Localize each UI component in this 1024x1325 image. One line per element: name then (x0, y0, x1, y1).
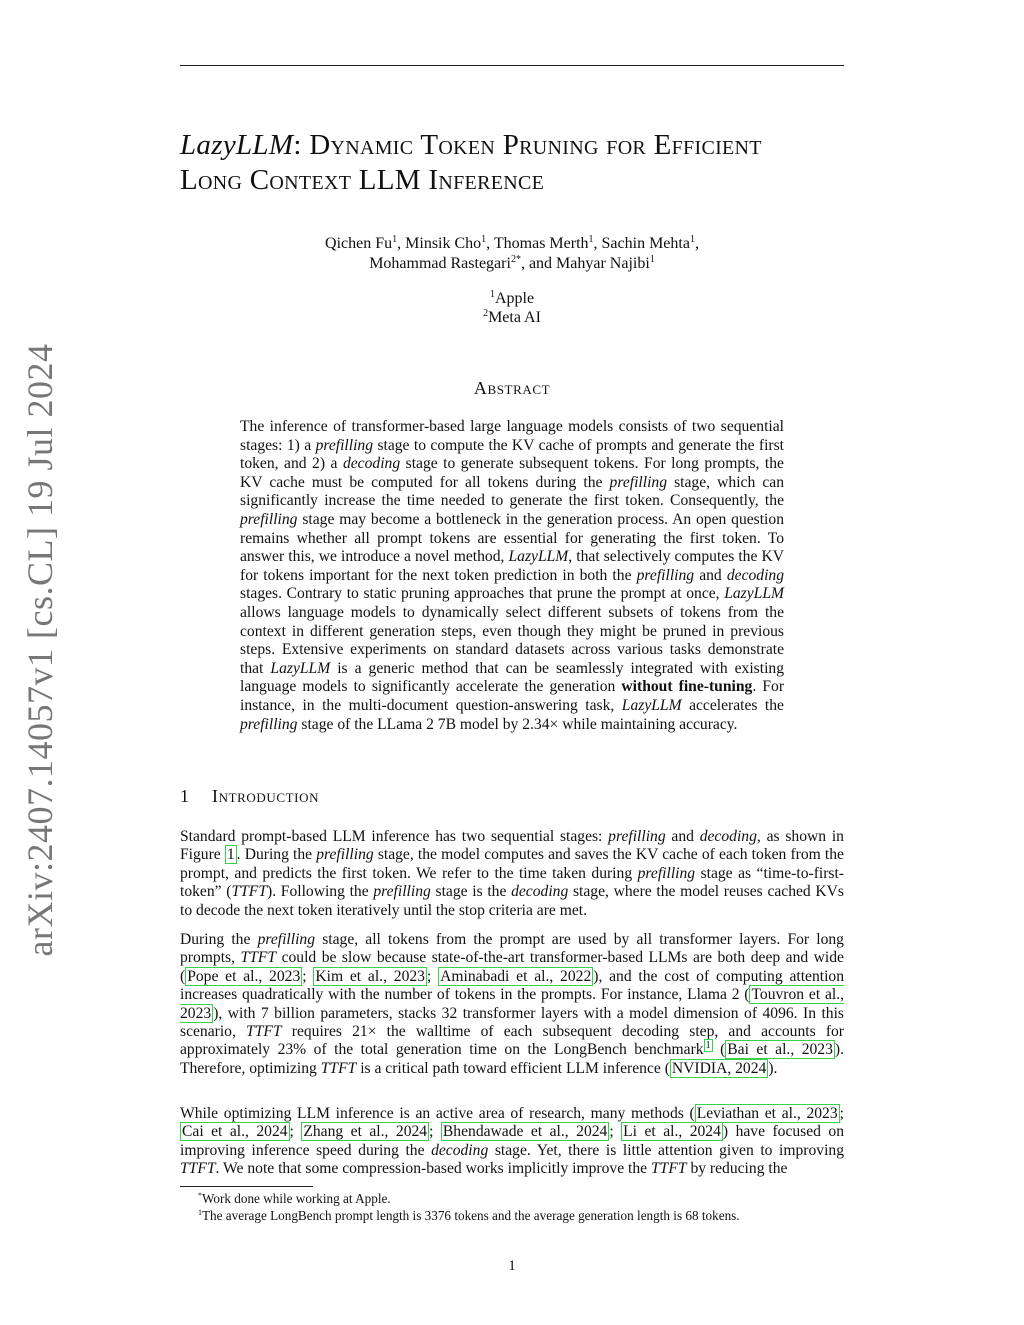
footnote-rule (180, 1186, 313, 1187)
citation-link[interactable]: Bai et al., 2023 (727, 1041, 833, 1059)
paper-title: LazyLLM: Dynamic Token Pruning for Efficient Long Context LLM Inference (180, 129, 762, 196)
footnote-link[interactable]: 1 (705, 1040, 711, 1052)
footnote-1: *Work done while working at Apple. (198, 1191, 391, 1206)
header-rule (180, 65, 844, 66)
figure-link[interactable]: 1 (226, 846, 235, 864)
abstract-heading: Abstract (473, 378, 551, 398)
author-list: Qichen Fu$^1$, Minsik Cho$^1$, Thomas Merth$^1$, Sachin Mehta$^1$, Mohammad Rastegari$^{2*}$, and Mahyar Najibi$^1$ (325, 234, 699, 272)
page-number: 1 (508, 1258, 516, 1274)
abstract-text: The inference of transformer-based large language models consists of two sequential stages: 1) a prefilling stage to compute the KV cache of prompts and generate the first token, and 2) a decoding stage to generate subsequent tokens. For long prompts, the KV cache must be computed for all tokens during the prefilling stage, which can significantly increase the time needed to generate the first token. Consequently, the prefilling stage may become a bottleneck in the generation process. An open question remains whether all prompt tokens are essential for generating the first token. To answer this, we introduce a novel method, LazyLLM, that selectively computes the KV for tokens important for the next token prediction in both the prefilling and decoding stages. Contrary to static pruning approaches that prune the prompt at once, LazyLLM allows language models to dynamically select different subsets of tokens from the context in different generation steps, even though they might be pruned in previous steps. Extensive experiments on standard datasets across various tasks demonstrate that LazyLLM is a generic method that can be seamlessly integrated with existing language models to significantly accelerate the generation without fine-tuning. For instance, in the multi-document question-answering task, LazyLLM accelerates the prefilling stage of the LLama 2 7B model by 2.34× while maintaining accuracy. (240, 418, 785, 733)
section-heading-introduction: 1 Introduction (180, 786, 320, 806)
citation-link[interactable]: Aminabadi et al., 2022 (440, 967, 592, 985)
footnote-2: $^1$The average LongBench prompt length is 3376 tokens and the average generation length is 68 tokens. (198, 1208, 740, 1223)
citation-link[interactable]: Zhang et al., 2024 (303, 1123, 428, 1141)
citation-link[interactable]: Bhendawade et al., 2024 (442, 1123, 608, 1141)
citation-link[interactable]: NVIDIA, 2024 (671, 1059, 767, 1077)
citation-link[interactable]: Kim et al., 2023 (315, 967, 425, 985)
intro-paragraph-2: During the prefilling stage, all tokens from the prompt are used by all transformer layers. For long prompts, TTFT could be slow because state-of-the-art transformer-based LLMs are both deep and wide ( Pope et al., 2023 ; Kim et al., 2023 ; Aminabadi et al., 2022 ), and the cost of computing attention increases quadratically with the number of tokens in the prompts. For instance, Llama 2 ( Touvron et al., 2023 ), with 7 billion parameters, stacks 32 transformer layers with a model dimension of 4096. In this scenario, TTFT requires 21× the walltime of each subsequent decoding step, and accounts for approximately 23% of the total generation time on the LongBench benchmark $^1$ ( Bai et al., 2023 ). Therefore, optimizing TTFT is a critical path toward efficient LLM inference ( NVIDIA, 2024 ). (180, 931, 845, 1077)
intro-paragraph-3: While optimizing LLM inference is an active area of research, many methods ( Leviathan et al., 2023 ; Cai et al., 2024 ; Zhang et al., 2024 ; Bhendawade et al., 2024 ; Li et al., 2024 ) have focused on improving inference speed during the decoding stage. Yet, there is little attention given to improving TTFT. We note that some compression-based works implicitly improve the TTFT by reducing the (180, 1105, 845, 1178)
citation-link[interactable]: Cai et al., 2024 (182, 1123, 288, 1141)
citation-link[interactable]: Li et al., 2024 (623, 1123, 721, 1141)
intro-paragraph-1: Standard prompt-based LLM inference has two sequential stages: prefilling and decoding, as shown in Figure 1 . During the prefilling stage, the model computes and saves the KV cache of each token from the prompt, and predicts the first token. We refer to the time taken during prefilling stage as “time-to-first-token” (TTFT). Following the prefilling stage is the decoding stage, where the model reuses cached KVs to decode the next token iteratively until the stop criteria are met. (180, 828, 845, 919)
affiliations: $^1$Apple $^2$Meta AI (483, 289, 541, 326)
citation-link[interactable]: Pope et al., 2023 (187, 967, 301, 985)
citation-link[interactable]: Touvron et al., 2023 (180, 986, 844, 1022)
footnotes (198, 1190, 838, 1224)
citation-link[interactable]: Leviathan et al., 2023 (696, 1105, 838, 1122)
